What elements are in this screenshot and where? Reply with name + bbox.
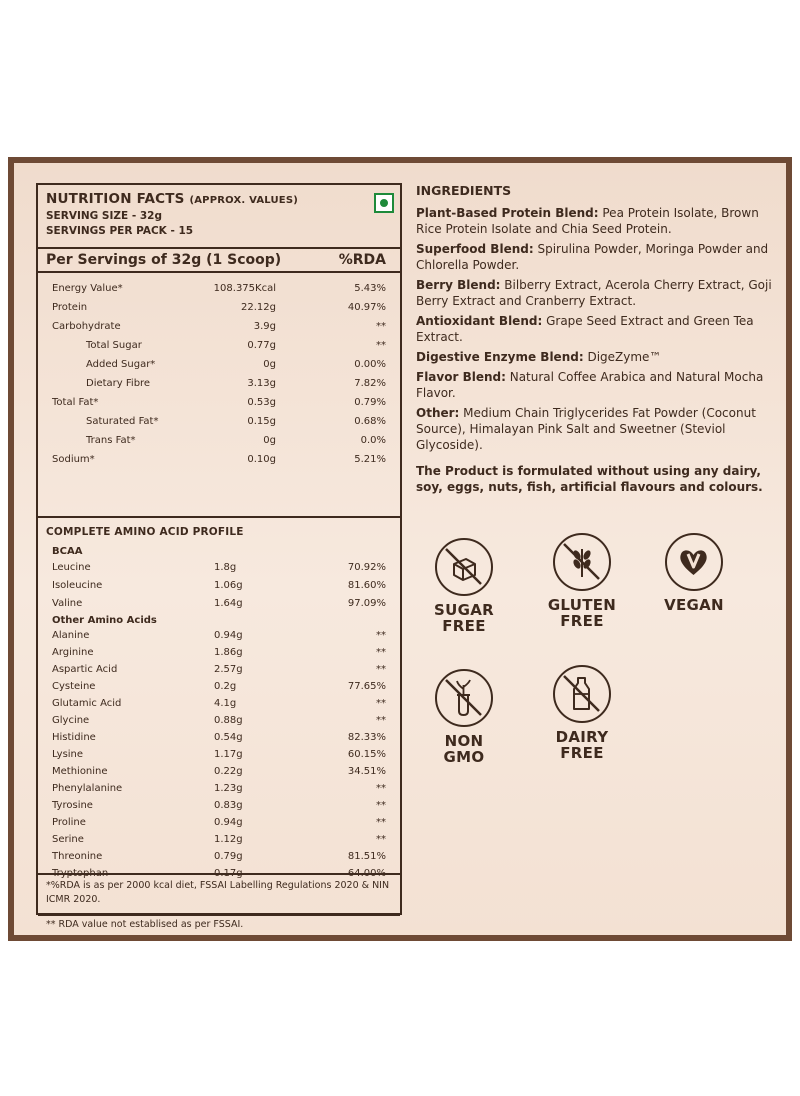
- badge-line: GMO: [443, 748, 485, 766]
- non-gmo-label: [414, 733, 514, 765]
- nutrient-value: 0.53g: [247, 397, 276, 408]
- nutrition-title: [46, 191, 392, 207]
- divider: [38, 516, 400, 518]
- per-servings-label: Per Servings of 32g (1 Scoop): [46, 252, 282, 268]
- nutrient-value: 3.13g: [247, 378, 276, 389]
- amino-rda: **: [376, 698, 386, 709]
- amino-row: [38, 695, 400, 713]
- nutrient-rda: **: [376, 321, 386, 332]
- amino-title: COMPLETE AMINO ACID PROFILE: [46, 526, 244, 538]
- amino-row: [38, 797, 400, 815]
- label-frame: [8, 157, 792, 941]
- nutrient-row: [38, 450, 400, 469]
- amino-rda: **: [376, 800, 386, 811]
- nutrient-rda: 0.68%: [354, 416, 386, 427]
- badge-line: FREE: [560, 612, 604, 630]
- divider: [38, 914, 400, 916]
- amino-value: 1.64g: [214, 598, 243, 609]
- amino-name: Tyrosine: [52, 800, 93, 811]
- sugar-cube-crossed-icon: [435, 538, 493, 596]
- ingredient-text: DigeZyme™: [583, 350, 662, 364]
- amino-row: [38, 729, 400, 747]
- nutrient-name: Total Sugar: [86, 340, 142, 351]
- bcaa-label: BCAA: [52, 546, 83, 557]
- amino-rda: 81.60%: [347, 580, 386, 591]
- badge-line: FREE: [560, 744, 604, 762]
- nutrition-facts-table: [36, 183, 402, 930]
- nutrient-name: Dietary Fibre: [86, 378, 151, 389]
- nutrient-value: 0.10g: [247, 454, 276, 465]
- amino-rda: **: [376, 834, 386, 845]
- badge-line: VEGAN: [664, 596, 724, 614]
- ingredient-item: [416, 241, 776, 273]
- amino-row: [38, 661, 400, 679]
- amino-row: [38, 559, 400, 577]
- amino-name: Threonine: [52, 851, 103, 862]
- amino-name: Tryptophan: [52, 868, 109, 879]
- amino-rda: 97.09%: [347, 598, 386, 609]
- amino-value: 1.12g: [214, 834, 243, 845]
- gluten-free-label: [532, 597, 632, 629]
- approx-values: (APPROX. VALUES): [189, 195, 299, 206]
- amino-rda: **: [376, 817, 386, 828]
- amino-value: 2.57g: [214, 664, 243, 675]
- nutrient-name: Carbohydrate: [52, 321, 121, 332]
- badge-line: GLUTEN: [547, 596, 617, 614]
- ingredient-label: Digestive Enzyme Blend:: [416, 350, 584, 364]
- amino-rda: 82.33%: [347, 732, 386, 743]
- amino-value: 0.54g: [214, 732, 243, 743]
- ingredients-title: INGREDIENTS: [416, 183, 512, 198]
- label-panel: [14, 163, 786, 935]
- ingredient-text: Bilberry Extract, Acerola Cherry Extract, Goji Berry Extract and Cranberry Extract.: [416, 278, 772, 308]
- nutrient-name: Sodium*: [52, 454, 95, 465]
- nutrient-value: 22.12g: [241, 302, 276, 313]
- amino-row: [38, 712, 400, 730]
- badge-line: FREE: [442, 617, 486, 635]
- nutrient-rda: 7.82%: [354, 378, 386, 389]
- ingredient-text: Spirulina Powder, Moringa Powder and Chlorella Powder.: [416, 242, 769, 272]
- amino-value: 1.86g: [214, 647, 243, 658]
- test-tube-crossed-icon: [435, 669, 493, 727]
- nutrient-rda: 5.43%: [354, 283, 386, 294]
- nutrient-name: Energy Value*: [52, 283, 123, 294]
- badge-line: DAIRY: [555, 728, 609, 746]
- badge-line: SUGAR: [434, 601, 494, 619]
- nutrient-name: Added Sugar*: [86, 359, 156, 370]
- ingredient-label: Other:: [416, 406, 460, 420]
- nutrient-row: [38, 279, 400, 298]
- vegan-heart-icon: [665, 533, 723, 591]
- amino-value: 0.94g: [214, 630, 243, 641]
- amino-rda: 70.92%: [347, 562, 386, 573]
- milk-bottle-crossed-icon: [553, 665, 611, 723]
- amino-name: Cysteine: [52, 681, 96, 692]
- amino-name: Arginine: [52, 647, 94, 658]
- amino-name: Histidine: [52, 732, 96, 743]
- nutrient-row: [38, 431, 400, 450]
- wheat-crossed-icon: [553, 533, 611, 591]
- footnote-rda: *%RDA is as per 2000 kcal diet, FSSAI Labelling Regulations 2020 & NIN ICMR 2020.: [46, 880, 390, 905]
- nutrient-value: 3.9g: [253, 321, 276, 332]
- nutrient-value: 0.15g: [247, 416, 276, 427]
- nutrient-row: [38, 317, 400, 336]
- per-serving-header: [38, 247, 400, 273]
- amino-name: Isoleucine: [52, 580, 103, 591]
- nutrient-rda: 0.00%: [354, 359, 386, 370]
- ingredient-text: Natural Coffee Arabica and Natural Mocha Flavor.: [416, 370, 764, 400]
- veg-mark-icon: [374, 193, 394, 213]
- ingredients-section: [416, 183, 776, 499]
- amino-rda: **: [376, 664, 386, 675]
- amino-name: Serine: [52, 834, 84, 845]
- nutrient-value: 108.375Kcal: [213, 283, 276, 294]
- amino-rda: 34.51%: [347, 766, 386, 777]
- amino-name: Glutamic Acid: [52, 698, 122, 709]
- servings-per-pack: SERVINGS PER PACK - 15: [46, 225, 194, 237]
- other-amino-label: Other Amino Acids: [52, 615, 157, 626]
- amino-row: [38, 780, 400, 798]
- amino-row: [38, 644, 400, 662]
- amino-name: Lysine: [52, 749, 84, 760]
- amino-value: 1.17g: [214, 749, 243, 760]
- ingredient-label: Antioxidant Blend:: [416, 314, 543, 328]
- amino-name: Valine: [52, 598, 83, 609]
- nutrient-value: 0g: [263, 435, 276, 446]
- amino-value: 0.79g: [214, 851, 243, 862]
- amino-rda: 77.65%: [347, 681, 386, 692]
- nutrient-value: 0g: [263, 359, 276, 370]
- nutrient-row: [38, 355, 400, 374]
- amino-value: 1.23g: [214, 783, 243, 794]
- amino-row: [38, 577, 400, 595]
- vegan-badge: [644, 533, 744, 613]
- ingredient-label: Flavor Blend:: [416, 370, 506, 384]
- nutrient-name: Saturated Fat*: [86, 416, 159, 427]
- non-gmo-badge: [414, 669, 514, 765]
- nutrient-rda: **: [376, 340, 386, 351]
- ingredient-item: [416, 205, 776, 237]
- ingredient-text: Pea Protein Isolate, Brown Rice Protein Isolate and Chia Seed Protein.: [416, 206, 759, 236]
- ingredient-item: [416, 369, 776, 401]
- amino-name: Proline: [52, 817, 86, 828]
- ingredient-item: [416, 349, 776, 365]
- ingredient-label: Berry Blend:: [416, 278, 501, 292]
- nutrient-value: 0.77g: [247, 340, 276, 351]
- amino-row: [38, 595, 400, 613]
- amino-row: [38, 831, 400, 849]
- ingredient-label: Plant-Based Protein Blend:: [416, 206, 599, 220]
- rda-header: %RDA: [338, 252, 386, 268]
- amino-rda: 60.15%: [347, 749, 386, 760]
- amino-rda: 64.00%: [347, 868, 386, 879]
- nutrient-name: Total Fat*: [52, 397, 99, 408]
- amino-value: 1.06g: [214, 580, 243, 591]
- amino-row: [38, 814, 400, 832]
- dairy-free-label: [532, 729, 632, 761]
- amino-value: 0.88g: [214, 715, 243, 726]
- ingredient-text: Medium Chain Triglycerides Fat Powder (Coconut Source), Himalayan Pink Salt and Sweetner (Steviol Glycoside).: [416, 406, 756, 452]
- amino-value: 4.1g: [214, 698, 237, 709]
- nutrient-row: [38, 374, 400, 393]
- amino-row: [38, 627, 400, 645]
- ingredient-item: [416, 405, 776, 453]
- ingredient-text: Grape Seed Extract and Green Tea Extract.: [416, 314, 754, 344]
- nutrient-row: [38, 393, 400, 412]
- nutrient-name: Protein: [52, 302, 88, 313]
- nutrient-row: [38, 412, 400, 431]
- nutrient-rda: 0.79%: [354, 397, 386, 408]
- ingredient-label: Superfood Blend:: [416, 242, 534, 256]
- amino-value: 0.17g: [214, 868, 243, 879]
- ingredient-list: [416, 205, 776, 453]
- amino-value: 0.2g: [214, 681, 237, 692]
- amino-name: Leucine: [52, 562, 91, 573]
- amino-name: Glycine: [52, 715, 90, 726]
- divider: [38, 873, 400, 875]
- amino-name: Aspartic Acid: [52, 664, 118, 675]
- amino-row: [38, 763, 400, 781]
- nutrient-row: [38, 298, 400, 317]
- sugar-free-badge: [414, 538, 514, 634]
- amino-value: 0.94g: [214, 817, 243, 828]
- nutrient-name: Trans Fat*: [86, 435, 136, 446]
- nutrient-rda: 0.0%: [360, 435, 386, 446]
- formulation-statement: The Product is formulated without using any dairy, soy, eggs, nuts, fish, artificial flavours and colours.: [416, 464, 763, 494]
- amino-name: Alanine: [52, 630, 90, 641]
- amino-value: 0.83g: [214, 800, 243, 811]
- footnote-not-established: ** RDA value not establised as per FSSAI.: [46, 919, 244, 930]
- amino-row: [38, 678, 400, 696]
- amino-name: Methionine: [52, 766, 108, 777]
- nutrition-header: [46, 191, 392, 237]
- nutrient-rda: 5.21%: [354, 454, 386, 465]
- serving-size: SERVING SIZE - 32g: [46, 210, 162, 222]
- amino-row: [38, 746, 400, 764]
- amino-rda: 81.51%: [347, 851, 386, 862]
- amino-rda: **: [376, 715, 386, 726]
- amino-value: 0.22g: [214, 766, 243, 777]
- amino-value: 1.8g: [214, 562, 237, 573]
- amino-row: [38, 848, 400, 866]
- ingredient-item: [416, 313, 776, 345]
- amino-rda: **: [376, 647, 386, 658]
- nutrient-row: [38, 336, 400, 355]
- badge-line: NON: [444, 732, 484, 750]
- sugar-free-label: [414, 602, 514, 634]
- amino-rda: **: [376, 630, 386, 641]
- dairy-free-badge: [532, 665, 632, 761]
- nutrient-rda: 40.97%: [347, 302, 386, 313]
- nutrition-title-text: NUTRITION FACTS: [46, 191, 185, 207]
- gluten-free-badge: [532, 533, 632, 629]
- ingredient-item: [416, 277, 776, 309]
- vegan-label: [644, 597, 744, 613]
- amino-name: Phenylalanine: [52, 783, 123, 794]
- amino-rda: **: [376, 783, 386, 794]
